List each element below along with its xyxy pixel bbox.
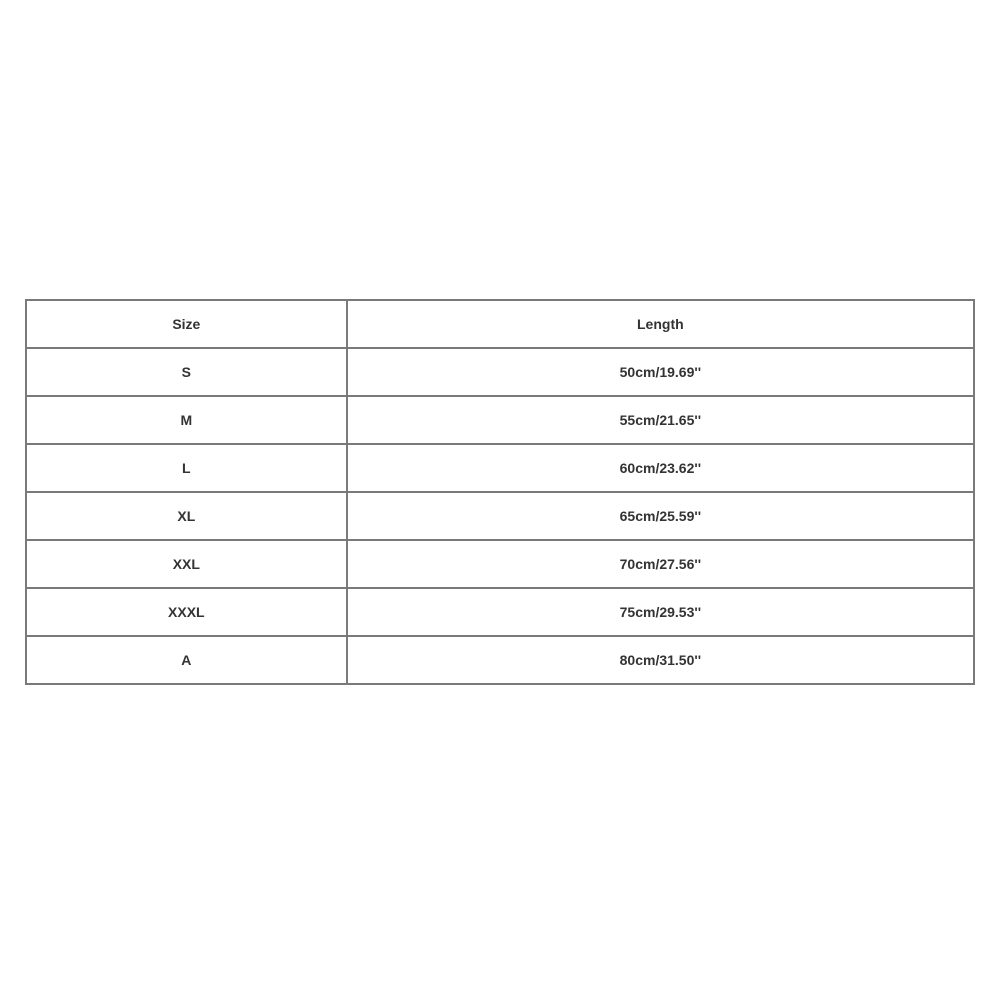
size-cell: L	[26, 444, 347, 492]
size-cell: A	[26, 636, 347, 684]
table-row	[26, 636, 974, 684]
size-cell: XL	[26, 492, 347, 540]
table-row	[26, 492, 974, 540]
table-row	[26, 540, 974, 588]
length-cell: 80cm/31.50''	[347, 636, 974, 684]
length-cell: 50cm/19.69''	[347, 348, 974, 396]
table-row	[26, 348, 974, 396]
length-cell: 75cm/29.53''	[347, 588, 974, 636]
table-row	[26, 396, 974, 444]
size-chart-table	[25, 299, 975, 685]
table-row	[26, 588, 974, 636]
length-cell: 65cm/25.59''	[347, 492, 974, 540]
length-cell: 70cm/27.56''	[347, 540, 974, 588]
table-header-row	[26, 300, 974, 348]
size-cell: XXXL	[26, 588, 347, 636]
length-cell: 55cm/21.65''	[347, 396, 974, 444]
length-cell: 60cm/23.62''	[347, 444, 974, 492]
size-cell: S	[26, 348, 347, 396]
header-size: Size	[26, 300, 347, 348]
size-cell: M	[26, 396, 347, 444]
header-length: Length	[347, 300, 974, 348]
size-cell: XXL	[26, 540, 347, 588]
table-row	[26, 444, 974, 492]
